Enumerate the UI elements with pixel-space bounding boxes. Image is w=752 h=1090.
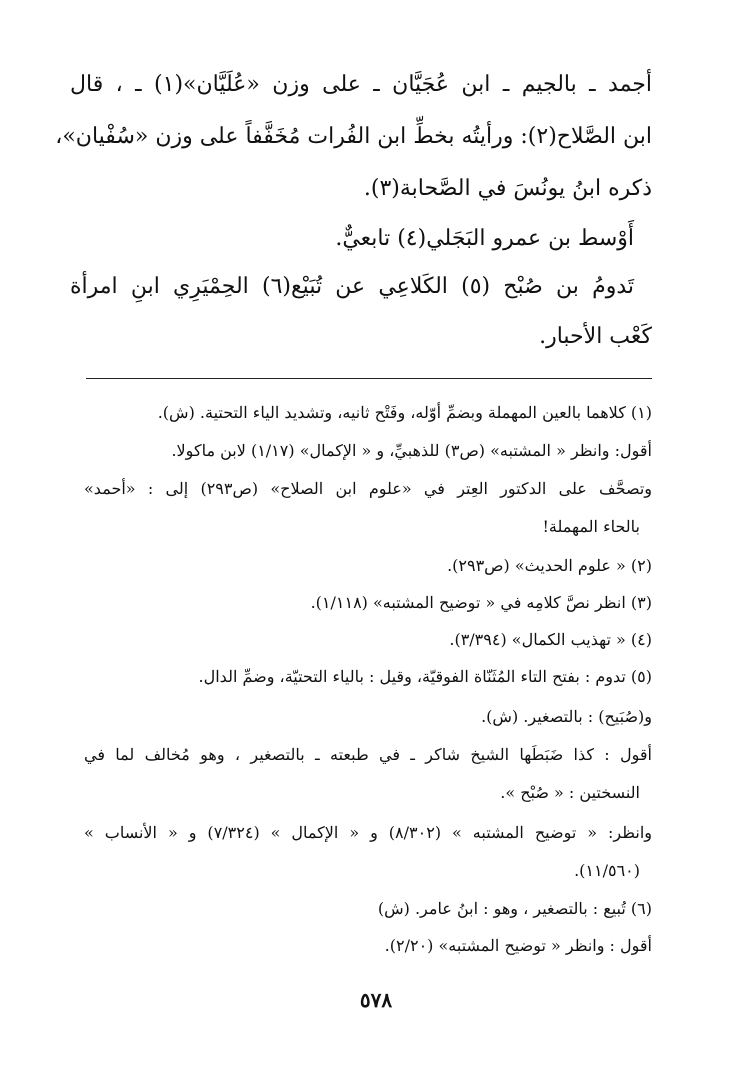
- footnote-line: أقول: وانظر « المشتبه» (ص٣) للذهبيِّ، و « الإكمال» (١/١٧) لابن ماكولا.: [171, 441, 652, 460]
- footnote-divider: [86, 378, 652, 379]
- footnote-line: النسختين : « صُبْح ».: [500, 783, 640, 802]
- footnote-line: (١) كلاهما بالعين المهملة وبضمِّ أوّله، وفَتْح ثانيه، وتشديد الياء التحتية. (ش).: [157, 403, 652, 422]
- main-text-line: كَعْب الأحبار.: [539, 324, 652, 349]
- footnote-line: (٥) تدوم : بفتح التاء المُثَنّاة الفوقيّة، وقيل : بالياء التحتيّة، وضمِّ الدال.: [198, 667, 652, 686]
- footnote-line: أقول : كذا ضَبَطَها الشيخ شاكر ـ في طبعته ـ بالتصغير ، وهو مُخالف لما في: [84, 745, 652, 764]
- footnote-line: بالحاء المهملة!: [542, 517, 640, 536]
- page-number: ٥٧٨: [359, 988, 393, 1012]
- main-text-line: أجمد ـ بالجيم ـ ابن عُجَيَّان ـ على وزن «عُلَيَّان»(١) ـ ، قال: [70, 72, 653, 97]
- footnote-line: أقول : وانظر « توضيح المشتبه» (٢/٢٠).: [384, 936, 652, 955]
- footnote-line: وانظر: « توضيح المشتبه » (٨/٣٠٢) و « الإكمال » (٧/٣٢٤) و « الأنساب »: [84, 823, 653, 842]
- footnote-line: وتصحَّف على الدكتور العِتر في «علوم ابن الصلاح» (ص٢٩٣) إلى : «أحمد»: [84, 479, 653, 498]
- footnote-line: (٢) « علوم الحديث» (ص٢٩٣).: [447, 556, 652, 575]
- main-text-line: تَدومُ بن صُبْح (٥) الكَلاعِي عن تُبَيْع(٦) الحِمْيَرِي ابنِ امرأة: [70, 274, 634, 299]
- footnote-line: (٤) « تهذيب الكمال» (٣/٣٩٤).: [449, 630, 652, 649]
- footnote-line: (٦) تُبيع : بالتصغير ، وهو : ابنُ عامر. (ش): [377, 899, 652, 918]
- main-text-line: أَوْسط بن عمرو البَجَلي(٤) تابعيٌّ.: [335, 226, 634, 251]
- main-text-line: ابن الصَّلاح(٢): ورأيتُه بخطِّ ابن الفُرات مُخَفَّفاً على وزن «سُفْيان»،: [55, 124, 652, 149]
- main-text-line: ذكره ابنُ يونُسَ في الصَّحابة(٣).: [363, 176, 652, 201]
- footnote-line: (٣) انظر نصَّ كلامِه في « توضيح المشتبه» (١/١١٨).: [310, 593, 652, 612]
- footnote-line: (١١/٥٦٠).: [574, 861, 640, 880]
- footnote-line: و(صُبَيح) : بالتصغير. (ش).: [481, 707, 652, 726]
